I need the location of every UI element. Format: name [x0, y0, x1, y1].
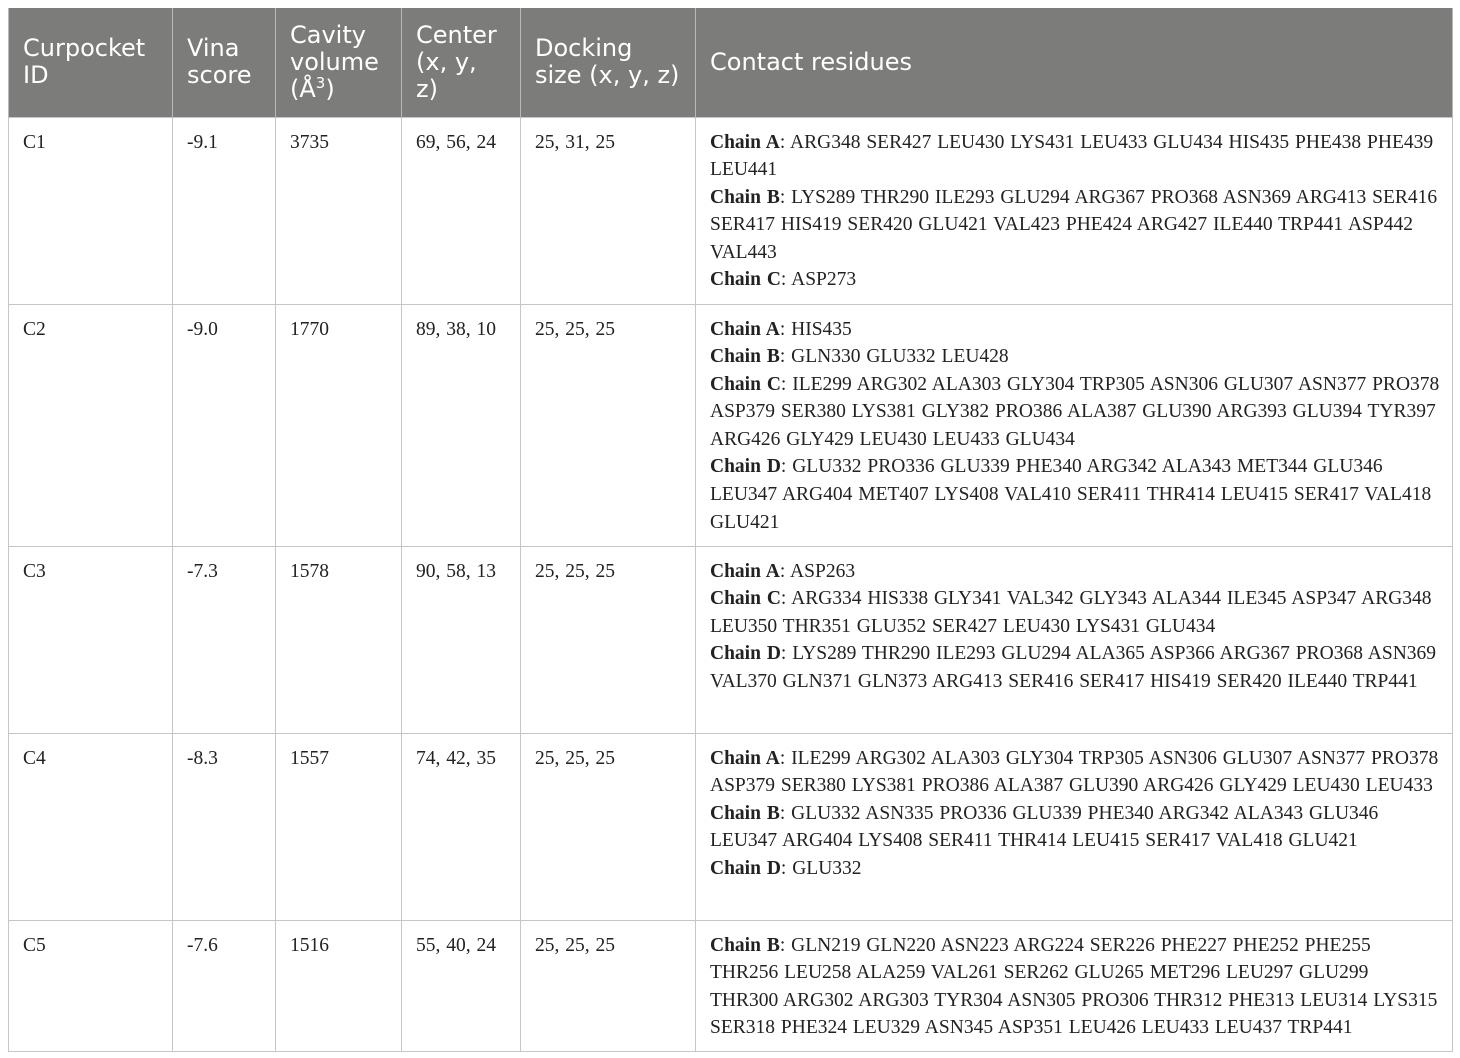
cell-center: 90, 58, 13	[402, 546, 521, 733]
header-cavity-volume-text: Cavity volume (Å	[290, 20, 379, 103]
chain-entry	[710, 371, 1442, 454]
chain-name: Chain A	[710, 131, 780, 153]
cell-curpocket-id: C2	[9, 304, 173, 546]
cell-center: 55, 40, 24	[402, 920, 521, 1051]
chain-residues: : ARG348 SER427 LEU430 LYS431 LEU433 GLU434 HIS435 PHE438 PHE439 LEU441	[710, 131, 1434, 181]
cell-cavity-volume: 1516	[276, 920, 402, 1051]
cell-cavity-volume: 3735	[276, 117, 402, 304]
chain-name: Chain B	[710, 186, 780, 208]
cell-curpocket-id: C3	[9, 546, 173, 733]
chain-entry	[710, 745, 1442, 800]
table-row	[9, 117, 1453, 304]
chain-name: Chain D	[710, 456, 781, 478]
table-body	[9, 117, 1453, 1051]
cell-curpocket-id: C4	[9, 733, 173, 920]
cell-cavity-volume: 1578	[276, 546, 402, 733]
chain-residues: : ILE299 ARG302 ALA303 GLY304 TRP305 ASN306 GLU307 ASN377 PRO378 ASP379 SER380 LYS381 PRO386 ALA387 GLU390 ARG426 GLY429 LEU430 LEU433	[710, 747, 1439, 797]
chain-name: Chain C	[710, 588, 781, 610]
chain-name: Chain A	[710, 747, 780, 769]
chain-residues: : GLU332 ASN335 PRO336 GLU339 PHE340 ARG342 ALA343 GLU346 LEU347 ARG404 LYS408 SER411 THR414 LEU415 SER417 VAL418 GLU421	[710, 802, 1379, 852]
chain-name: Chain B	[710, 802, 780, 824]
cell-center: 69, 56, 24	[402, 117, 521, 304]
cell-docking-size: 25, 31, 25	[521, 117, 696, 304]
chain-name: Chain B	[710, 934, 780, 956]
cell-docking-size: 25, 25, 25	[521, 920, 696, 1051]
chain-residues: : LYS289 THR290 ILE293 GLU294 ARG367 PRO368 ASN369 ARG413 SER416 SER417 HIS419 SER420 GLU421 VAL423 PHE424 ARG427 ILE440 TRP441 ASP442 VAL443	[710, 186, 1438, 263]
table-row	[9, 920, 1453, 1051]
chain-name: Chain D	[710, 857, 781, 879]
cell-docking-size: 25, 25, 25	[521, 546, 696, 733]
cell-vina-score: -8.3	[173, 733, 276, 920]
header-cavity-volume-close: )	[325, 74, 335, 103]
cell-contact-residues	[696, 733, 1453, 920]
table-row	[9, 304, 1453, 546]
chain-entry	[710, 558, 1442, 586]
header-center: Center (x, y, z)	[402, 8, 521, 117]
cell-center: 74, 42, 35	[402, 733, 521, 920]
chain-residues: : ARG334 HIS338 GLY341 VAL342 GLY343 ALA344 ILE345 ASP347 ARG348 LEU350 THR351 GLU352 SER427 LEU430 LYS431 GLU434	[710, 588, 1432, 637]
chain-name: Chain C	[710, 373, 781, 395]
cell-vina-score: -7.6	[173, 920, 276, 1051]
table-row	[9, 733, 1453, 920]
table-row	[9, 546, 1453, 733]
cell-vina-score: -9.0	[173, 304, 276, 546]
curpocket-table	[8, 8, 1453, 1052]
cell-docking-size: 25, 25, 25	[521, 304, 696, 546]
chain-entry	[710, 184, 1442, 267]
chain-name: Chain A	[710, 560, 780, 582]
chain-entry	[710, 640, 1442, 695]
chain-name: Chain C	[710, 269, 781, 291]
cell-curpocket-id: C5	[9, 920, 173, 1051]
chain-entry	[710, 266, 1442, 294]
chain-residues: : GLU332 PRO336 GLU339 PHE340 ARG342 ALA343 MET344 GLU346 LEU347 ARG404 MET407 LYS408 VAL410 SER411 THR414 LEU415 SER417 VAL418 GLU421	[710, 456, 1432, 533]
cell-contact-residues	[696, 304, 1453, 546]
cell-contact-residues	[696, 920, 1453, 1051]
header-contact-residues: Contact residues	[696, 8, 1453, 117]
header-curpocket-id: Curpocket ID	[9, 8, 173, 117]
chain-name: Chain A	[710, 318, 780, 340]
cell-cavity-volume: 1770	[276, 304, 402, 546]
chain-residues: : GLN330 GLU332 LEU428	[779, 346, 1009, 368]
chain-entry	[710, 453, 1442, 536]
chain-residues: : HIS435	[779, 318, 852, 340]
chain-residues: : ILE299 ARG302 ALA303 GLY304 TRP305 ASN306 GLU307 ASN377 PRO378 ASP379 SER380 LYS381 GLY382 PRO386 ALA387 GLU390 ARG393 GLU394 TYR397 ARG426 GLY429 LEU430 LEU433 GLU434	[710, 373, 1440, 450]
cell-vina-score: -9.1	[173, 117, 276, 304]
chain-residues: : ASP263	[779, 560, 856, 582]
cell-center: 89, 38, 10	[402, 304, 521, 546]
chain-entry	[710, 129, 1442, 184]
chain-residues: : GLN219 GLN220 ASN223 ARG224 SER226 PHE227 PHE252 PHE255 THR256 LEU258 ALA259 VAL261 SER262 GLU265 MET296 LEU297 GLU299 THR300 ARG302 ARG303 TYR304 ASN305 PRO306 THR312 PHE313 LEU314 LYS315 SER318 PHE324 LEU329 ASN345 ASP351 LEU426 LEU433 LEU437 TRP441	[710, 934, 1438, 1039]
header-docking-size: Docking size (x, y, z)	[521, 8, 696, 117]
chain-entry	[710, 932, 1442, 1042]
cell-contact-residues	[696, 117, 1453, 304]
chain-entry	[710, 800, 1442, 855]
chain-entry	[710, 585, 1442, 640]
cell-contact-residues	[696, 546, 1453, 733]
chain-residues: : LYS289 THR290 ILE293 GLU294 ALA365 ASP366 ARG367 PRO368 ASN369 VAL370 GLN371 GLN373 ARG413 SER416 SER417 HIS419 SER420 ILE440 TRP441	[710, 643, 1437, 692]
header-vina-score: Vina score	[173, 8, 276, 117]
cell-vina-score: -7.3	[173, 546, 276, 733]
chain-entry	[710, 316, 1442, 344]
header-cavity-volume	[276, 8, 402, 117]
chain-residues: : GLU332	[780, 857, 862, 879]
header-row	[9, 8, 1453, 117]
chain-entry	[710, 343, 1442, 371]
chain-name: Chain B	[710, 346, 780, 368]
cell-curpocket-id: C1	[9, 117, 173, 304]
cell-docking-size: 25, 25, 25	[521, 733, 696, 920]
header-cavity-volume-exponent: 3	[315, 73, 326, 92]
chain-residues: : ASP273	[780, 269, 857, 291]
table-header	[9, 8, 1453, 117]
chain-name: Chain D	[710, 643, 781, 665]
chain-entry	[710, 855, 1442, 883]
cell-cavity-volume: 1557	[276, 733, 402, 920]
